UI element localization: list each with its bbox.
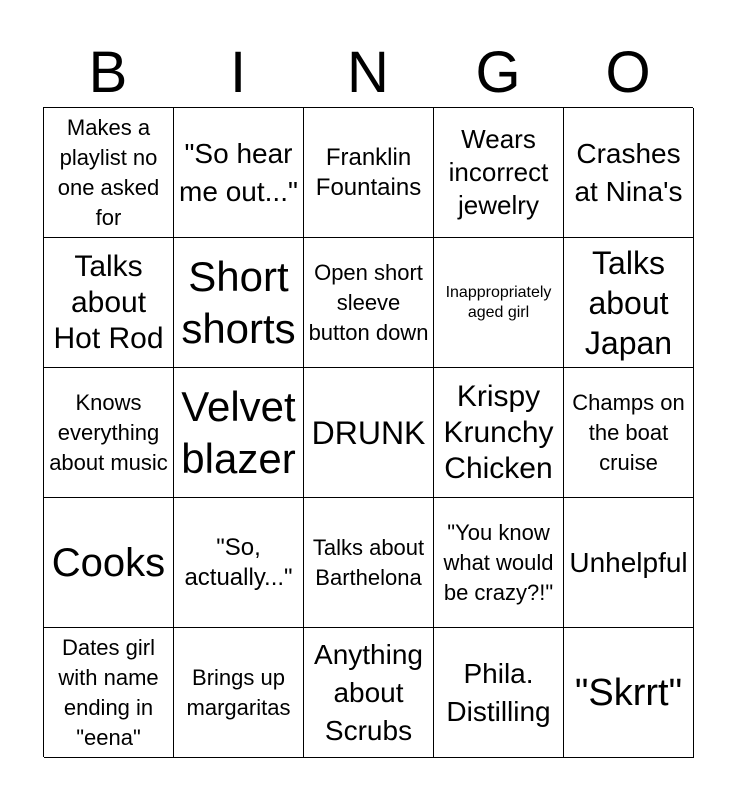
bingo-cell[interactable]: [564, 498, 694, 628]
bingo-cell[interactable]: [44, 108, 174, 238]
bingo-cell[interactable]: [44, 498, 174, 628]
bingo-cell[interactable]: [564, 368, 694, 498]
bingo-cell[interactable]: [174, 108, 304, 238]
cell-text: "So hear me out...": [179, 137, 298, 207]
bingo-cell[interactable]: [304, 368, 434, 498]
bingo-cell[interactable]: [304, 628, 434, 758]
cell-text: "So, actually...": [184, 533, 293, 591]
title-letter-n: N: [347, 40, 389, 105]
cell-text: Krispy Krunchy Chicken: [443, 379, 554, 485]
cell-text: Talks about Japan: [584, 244, 673, 361]
cell-text: Wears incorrect jewelry: [448, 124, 549, 220]
cell-text: Talks about Barthelona: [312, 534, 425, 590]
cell-text: Phila. Distilling: [446, 657, 551, 727]
cell-text: "Skrrt": [574, 671, 683, 714]
bingo-cell[interactable]: [174, 238, 304, 368]
bingo-cell[interactable]: [434, 368, 564, 498]
bingo-cell[interactable]: [304, 108, 434, 238]
bingo-cell[interactable]: [174, 628, 304, 758]
cell-text: Makes a playlist no one asked for: [57, 114, 160, 230]
cell-text: Open short sleeve button down: [308, 259, 429, 345]
title-letter-b: B: [88, 40, 128, 105]
cell-text: Brings up margaritas: [186, 664, 291, 720]
cell-text: DRUNK: [311, 414, 426, 451]
bingo-title: [43, 40, 693, 106]
cell-text: Dates girl with name ending in "eena": [58, 634, 159, 750]
bingo-cell[interactable]: [434, 498, 564, 628]
bingo-cell[interactable]: [564, 628, 694, 758]
cell-text: Franklin Fountains: [315, 143, 422, 201]
cell-text: Inappropriately aged girl: [445, 283, 552, 321]
cell-text: "You know what would be crazy?!": [443, 519, 554, 605]
bingo-cell[interactable]: [44, 238, 174, 368]
cell-text: Cooks: [51, 540, 166, 585]
bingo-board: [43, 107, 693, 757]
cell-text: Unhelpful: [569, 546, 688, 578]
bingo-cell[interactable]: [564, 238, 694, 368]
bingo-cell[interactable]: [304, 498, 434, 628]
bingo-cell[interactable]: [304, 238, 434, 368]
cell-text: Talks about Hot Rod: [53, 249, 164, 355]
bingo-cell free-space[interactable]: [434, 238, 564, 368]
bingo-cell[interactable]: [174, 498, 304, 628]
cell-text: Short shorts: [181, 252, 296, 352]
bingo-cell[interactable]: [44, 368, 174, 498]
bingo-cell[interactable]: [434, 628, 564, 758]
bingo-cell[interactable]: [564, 108, 694, 238]
title-letter-o: O: [605, 40, 651, 105]
cell-text: Champs on the boat cruise: [572, 389, 685, 475]
title-letter-i: I: [229, 40, 247, 105]
title-letter-g: G: [475, 40, 521, 105]
cell-text: Knows everything about music: [49, 389, 168, 475]
cell-text: Crashes at Nina's: [574, 137, 683, 207]
bingo-cell[interactable]: [434, 108, 564, 238]
cell-text: Velvet blazer: [181, 382, 296, 482]
bingo-cell[interactable]: [174, 368, 304, 498]
cell-text: Anything about Scrubs: [314, 638, 423, 746]
bingo-cell[interactable]: [44, 628, 174, 758]
